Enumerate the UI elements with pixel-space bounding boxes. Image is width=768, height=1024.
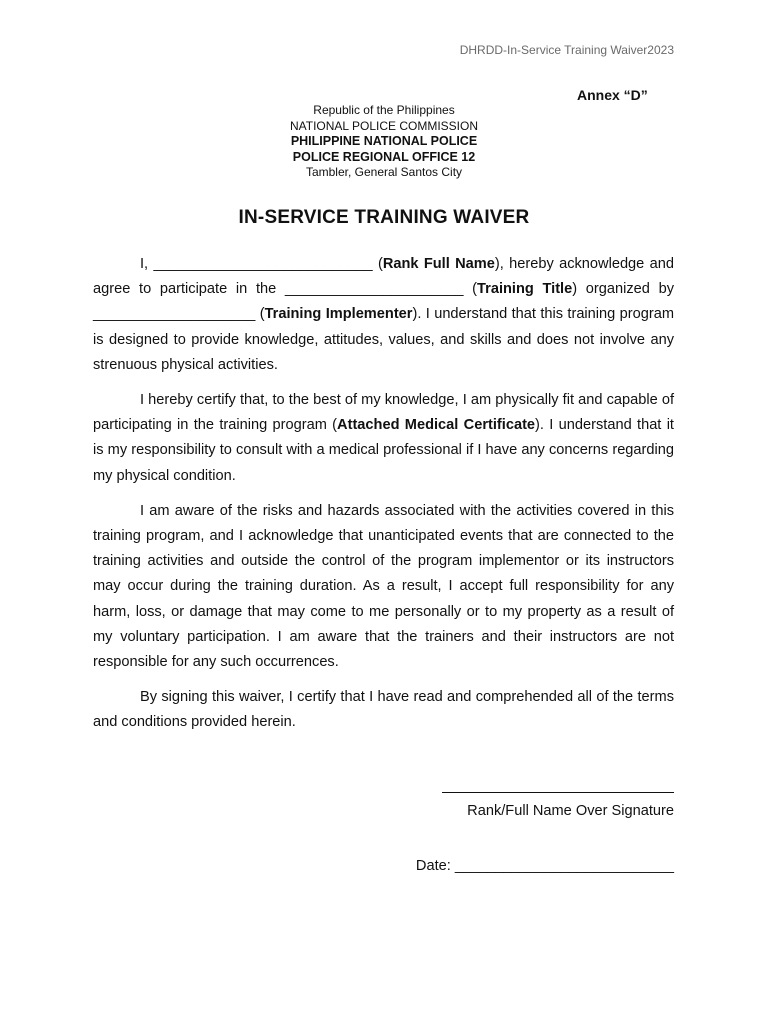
letterhead-address: Tambler, General Santos City <box>305 165 463 179</box>
p2-text-c: ). I understand that it is my responsibility to consult with a medical professional if I have any concerns regarding my physical condition. <box>93 417 674 484</box>
paragraph-risk-acceptance: I am aware of the risks and hazards associated with the activities covered in this training program, and I acknowledge that unanticipated events that are connected to the training activities and outside the control of the program implementor or its instructors may occur during the training duration. As a result, I accept full responsibility for any harm, loss, or damage that may come to me personally or to my property as a result of my voluntary participation. I am aware that the trainers and their instructors are not responsible for any such occurrences. <box>93 502 674 671</box>
p1-text-c: ), hereby acknowledge and agree to participate in the ______________________ ( <box>93 256 674 298</box>
letterhead-pnp: PHILIPPINE NATIONAL POLICE <box>290 134 478 148</box>
document-title: IN-SERVICE TRAINING WAIVER <box>238 207 530 228</box>
letterhead <box>0 103 768 181</box>
annex-label: Annex “D” <box>577 87 648 103</box>
paragraph-terms-agreement: By signing this waiver, I certify that I have read and comprehended all of the terms and conditions provided herein. <box>93 689 674 731</box>
waiver-body <box>93 252 674 746</box>
p2-text-a: I hereby certify that, to the best of my knowledge, I am physically fit and capable of participating in the training program ( <box>93 392 674 434</box>
medical-certificate-label: Attached Medical Certificate <box>337 417 536 434</box>
paragraph-fitness-certification <box>93 388 674 489</box>
p1-text-g: ). I understand that this training program is designed to provide knowledge, attitudes, values, and skills and does not involve any strenuous physical activities. <box>93 306 674 373</box>
training-title-label: Training Title <box>477 281 573 298</box>
letterhead-regional-office: POLICE REGIONAL OFFICE 12 <box>292 149 476 164</box>
document-reference: DHRDD-In-Service Training Waiver2023 <box>459 43 674 57</box>
p1-text-a: I, ___________________________ ( <box>140 256 383 272</box>
signature-line <box>442 792 674 793</box>
rank-full-name-label: Rank Full Name <box>382 256 495 272</box>
letterhead-napolcom: NATIONAL POLICE COMMISSION <box>289 118 479 133</box>
training-implementer-label: Training Implementer <box>264 306 413 323</box>
paragraph-acknowledgement <box>93 252 674 378</box>
date-field: Date: ___________________________ <box>415 858 674 874</box>
signature-label: Rank/Full Name Over Signature <box>467 803 674 819</box>
p1-text-e: ) organized by ____________________ ( <box>93 281 674 323</box>
letterhead-republic: Republic of the Philippines <box>313 103 455 117</box>
